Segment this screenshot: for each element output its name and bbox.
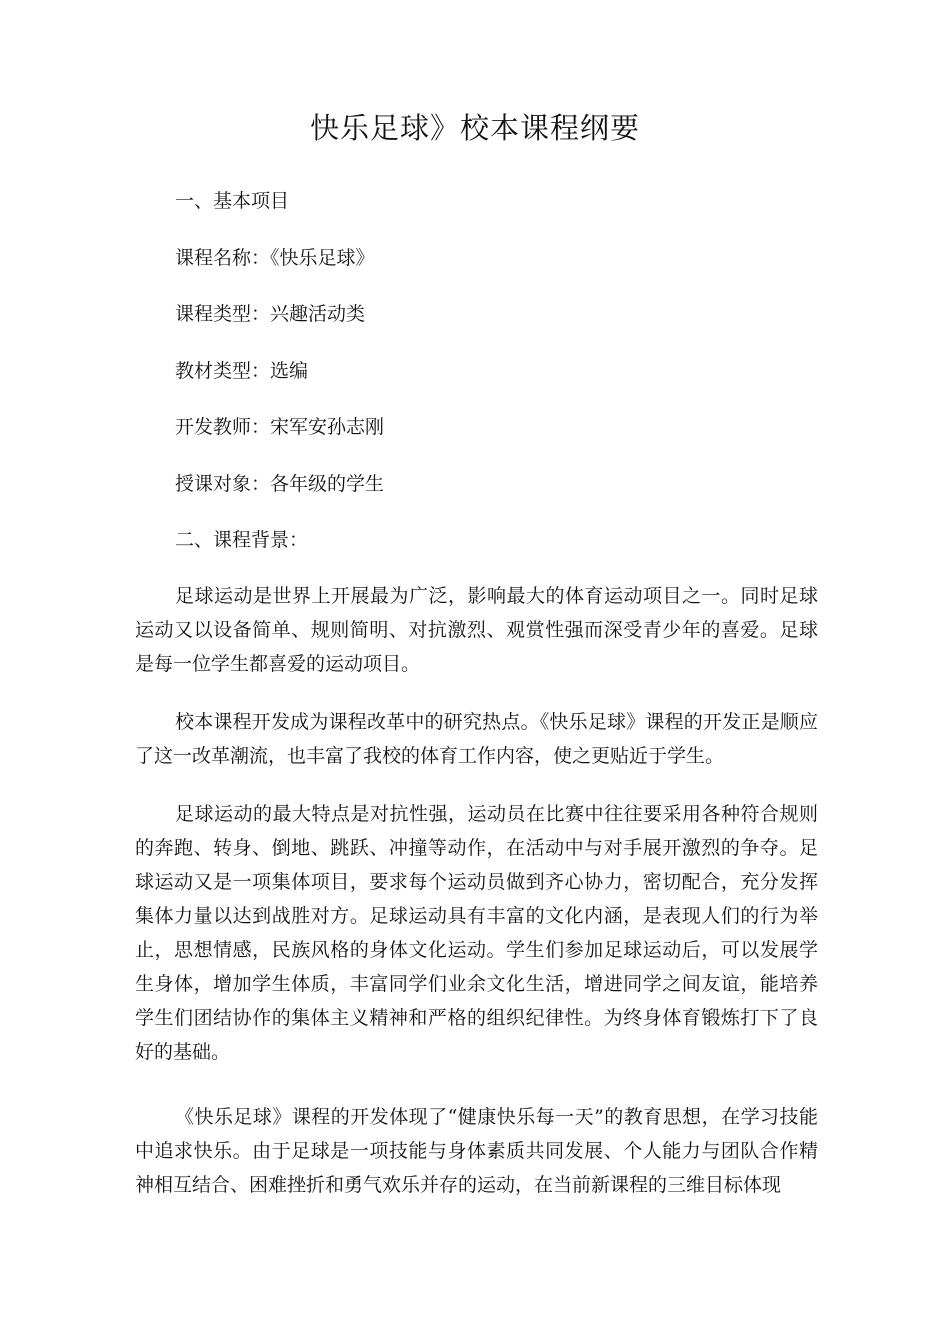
document-title: 快乐足球》校本课程纲要 xyxy=(309,111,640,145)
course-type: 课程类型：兴趣活动类 xyxy=(175,303,366,325)
paragraph: 足球运动的最大特点是对抗性强，运动员在比赛中往往要采用各种符合规则的奔跑、转身、倒地、跳跃、冲撞等动作，在活动中与对手展开激烈的争夺。足球运动又是一项集体项目，要求每个运动员做到齐心协力，密切配合，充分发挥集体力量以达到战胜对方。足球运动具有丰富的文化内涵，是表现人们的行为举止，思想情感，民族风格的身体文化运动。学生们参加足球运动后，可以发展学生身体，增加学生体质，丰富同学们业余文化生活，增进同学之间友谊，能培养学生们团结协作的集体主义精神和严格的组织纪律性。为终身体育锻炼打下了良好的基础。 xyxy=(135,803,818,1063)
course-name: 课程名称：《快乐足球》 xyxy=(175,247,375,269)
audience: 授课对象：各年级的学生 xyxy=(175,473,385,495)
section-heading-basic: 一、基本项目 xyxy=(175,190,290,212)
material-type: 教材类型：选编 xyxy=(175,360,309,382)
developers: 开发教师：宋军安孙志刚 xyxy=(175,416,385,438)
section-heading-background: 二、课程背景： xyxy=(175,529,309,551)
paragraph: 《快乐足球》课程的开发体现了“健康快乐每一天”的教育思想，在学习技能中追求快乐。由于足球是一项技能与身体素质共同发展、个人能力与团队合作精神相互结合、困难挫折和勇气欢乐并存的运动，在当前新课程的三维目标体现 xyxy=(135,1106,818,1196)
paragraph: 足球运动是世界上开展最为广泛，影响最大的体育运动项目之一。同时足球运动又以设备简单、规则简明、对抗激烈、观赏性强而深受青少年的喜爱。足球是每一位学生都喜爱的运动项目。 xyxy=(135,585,818,675)
paragraph: 校本课程开发成为课程改革中的研究热点。《快乐足球》课程的开发正是顺应了这一改革潮流，也丰富了我校的体育工作内容，使之更贴近于学生。 xyxy=(135,711,818,767)
